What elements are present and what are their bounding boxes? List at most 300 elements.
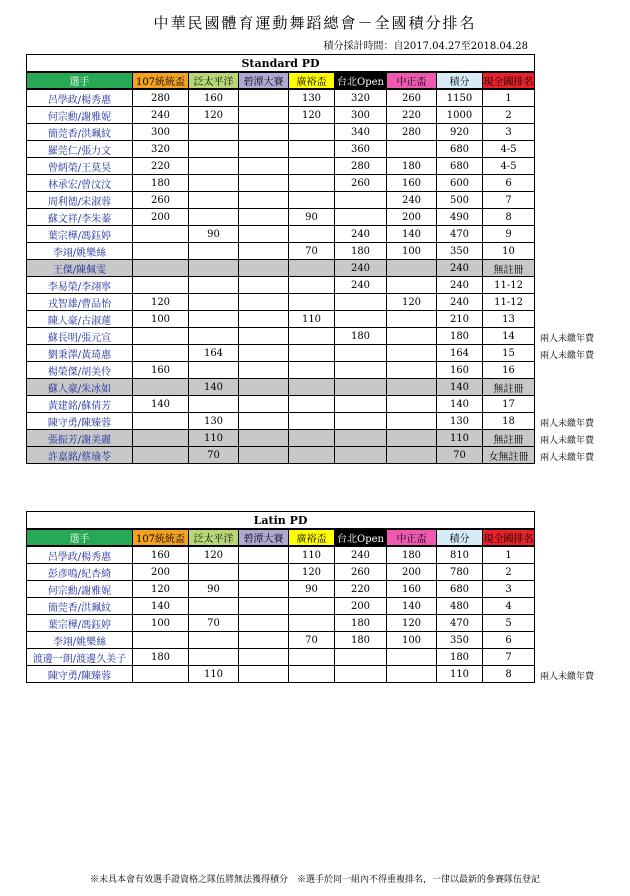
couple-name: 陳守勇/陳臻蓉	[27, 413, 133, 430]
unpaid-fee-note: 兩人未繳年費	[540, 350, 595, 361]
points-cell	[239, 564, 289, 581]
column-header: 中正盃	[387, 529, 437, 546]
page-title: 中華民國體育運動舞蹈總會－全國積分排名	[153, 14, 477, 32]
points-cell	[387, 396, 437, 413]
couple-name: 許嘉銘/蔡瑜苓	[27, 447, 133, 464]
column-header: 台北Open	[335, 72, 387, 89]
points-cell	[239, 277, 289, 294]
latin-pd-table	[26, 511, 535, 683]
points-cell: 320	[133, 141, 189, 158]
points-cell	[133, 328, 189, 345]
rank-cell: 10	[483, 243, 535, 260]
points-cell: 120	[189, 107, 239, 124]
points-cell: 240	[437, 260, 483, 277]
points-cell: 140	[437, 396, 483, 413]
points-cell: 130	[437, 413, 483, 430]
points-cell: 320	[335, 89, 387, 107]
points-cell	[239, 362, 289, 379]
rank-cell: 3	[483, 124, 535, 141]
couple-name: 蘇人豪/朱冰如	[27, 379, 133, 396]
table-row	[27, 564, 535, 581]
points-cell: 240	[437, 277, 483, 294]
points-cell: 280	[387, 124, 437, 141]
points-cell	[133, 260, 189, 277]
points-cell	[387, 430, 437, 447]
points-cell: 680	[437, 581, 483, 598]
couple-name: 林承宏/曾汶汶	[27, 175, 133, 192]
couple-name: 曾炳榮/王莫昊	[27, 158, 133, 175]
table-row	[27, 362, 535, 379]
rank-cell: 2	[483, 107, 535, 124]
rank-cell: 1	[483, 89, 535, 107]
points-cell	[189, 632, 239, 649]
points-cell	[133, 277, 189, 294]
table-row	[27, 649, 535, 666]
points-cell	[387, 311, 437, 328]
points-cell	[289, 175, 335, 192]
points-cell: 110	[289, 546, 335, 564]
points-cell: 130	[189, 413, 239, 430]
points-cell: 490	[437, 209, 483, 226]
couple-name: 張振芳/謝美麗	[27, 430, 133, 447]
points-cell	[289, 430, 335, 447]
points-cell	[239, 649, 289, 666]
points-cell: 240	[335, 260, 387, 277]
points-cell: 120	[387, 294, 437, 311]
rank-cell: 3	[483, 581, 535, 598]
points-cell	[335, 413, 387, 430]
column-header: 選手	[27, 72, 133, 89]
table-row	[27, 226, 535, 243]
points-cell: 920	[437, 124, 483, 141]
table-row	[27, 107, 535, 124]
table-row	[27, 581, 535, 598]
points-cell	[189, 158, 239, 175]
points-cell: 180	[387, 546, 437, 564]
table-row	[27, 192, 535, 209]
points-cell	[387, 362, 437, 379]
points-cell: 200	[335, 598, 387, 615]
points-cell	[239, 226, 289, 243]
table-row	[27, 546, 535, 564]
points-cell	[189, 564, 239, 581]
points-cell	[335, 396, 387, 413]
points-cell	[289, 649, 335, 666]
couple-name: 渡邊一朗/渡邊久美子	[27, 649, 133, 666]
points-period: 積分採計時間：自2017.04.27至2018.04.28	[323, 41, 528, 52]
table-row	[27, 632, 535, 649]
points-cell: 810	[437, 546, 483, 564]
points-cell	[335, 345, 387, 362]
points-cell	[239, 294, 289, 311]
points-cell	[189, 277, 239, 294]
rank-cell: 無註冊	[483, 430, 535, 447]
points-cell: 120	[133, 581, 189, 598]
table-row	[27, 175, 535, 192]
points-cell	[239, 89, 289, 107]
table-row	[27, 124, 535, 141]
points-cell: 140	[437, 379, 483, 396]
column-header: 碧潭大賽	[239, 72, 289, 89]
points-cell	[189, 328, 239, 345]
points-cell	[387, 447, 437, 464]
table-row	[27, 345, 535, 362]
unpaid-fee-note: 兩人未繳年費	[540, 452, 595, 463]
table-row	[27, 243, 535, 260]
column-header: 泛太平洋	[189, 529, 239, 546]
points-cell	[289, 666, 335, 683]
table-row	[27, 277, 535, 294]
rank-cell: 4-5	[483, 158, 535, 175]
rank-cell: 14	[483, 328, 535, 345]
points-cell: 180	[335, 632, 387, 649]
rank-cell: 8	[483, 666, 535, 683]
points-cell	[289, 226, 335, 243]
points-cell	[239, 615, 289, 632]
couple-name: 何宗勳/謝雅妮	[27, 581, 133, 598]
points-cell: 340	[335, 124, 387, 141]
points-cell	[189, 396, 239, 413]
points-cell: 480	[437, 598, 483, 615]
unpaid-fee-note: 兩人未繳年費	[540, 671, 595, 682]
rank-cell: 6	[483, 175, 535, 192]
points-cell	[289, 158, 335, 175]
column-header: 選手	[27, 529, 133, 546]
rank-cell: 9	[483, 226, 535, 243]
points-cell: 240	[387, 192, 437, 209]
column-header: 107統統盃	[133, 72, 189, 89]
points-cell	[335, 666, 387, 683]
table-row	[27, 396, 535, 413]
column-header: 廣裕盃	[289, 72, 335, 89]
unpaid-fee-note: 兩人未繳年費	[540, 435, 595, 446]
rank-cell: 8	[483, 209, 535, 226]
points-cell: 160	[387, 581, 437, 598]
table-row	[27, 328, 535, 345]
points-cell	[335, 362, 387, 379]
points-cell: 70	[289, 243, 335, 260]
points-cell	[335, 430, 387, 447]
points-cell	[239, 124, 289, 141]
points-cell: 280	[335, 158, 387, 175]
points-cell: 110	[289, 311, 335, 328]
points-cell	[239, 192, 289, 209]
couple-name: 黃建銘/蘇倩芳	[27, 396, 133, 413]
unpaid-fee-note: 兩人未繳年費	[540, 333, 595, 344]
points-cell: 600	[437, 175, 483, 192]
column-header: 積分	[437, 72, 483, 89]
points-cell	[189, 294, 239, 311]
points-cell: 180	[335, 243, 387, 260]
table-row	[27, 141, 535, 158]
couple-name: 戎智雄/曹品怡	[27, 294, 133, 311]
points-cell	[239, 413, 289, 430]
column-header: 廣裕盃	[289, 529, 335, 546]
points-cell: 240	[335, 277, 387, 294]
couple-name: 陳守勇/陳臻蓉	[27, 666, 133, 683]
points-cell	[387, 345, 437, 362]
points-cell	[189, 192, 239, 209]
points-cell: 220	[387, 107, 437, 124]
points-cell	[239, 158, 289, 175]
points-cell: 280	[133, 89, 189, 107]
rank-cell: 7	[483, 192, 535, 209]
points-cell: 160	[437, 362, 483, 379]
points-cell	[239, 141, 289, 158]
rank-cell: 無註冊	[483, 379, 535, 396]
rank-cell: 11-12	[483, 277, 535, 294]
points-cell: 680	[437, 141, 483, 158]
points-cell: 110	[189, 666, 239, 683]
points-cell: 300	[335, 107, 387, 124]
rank-cell: 4-5	[483, 141, 535, 158]
points-cell	[335, 294, 387, 311]
rank-cell: 女無註冊	[483, 447, 535, 464]
points-cell: 240	[133, 107, 189, 124]
points-cell: 140	[387, 598, 437, 615]
points-cell: 160	[189, 89, 239, 107]
couple-name: 蘇文祥/李朱蓁	[27, 209, 133, 226]
points-cell: 70	[437, 447, 483, 464]
points-cell	[289, 379, 335, 396]
rank-cell: 7	[483, 649, 535, 666]
points-cell: 90	[189, 581, 239, 598]
unpaid-fee-note: 兩人未繳年費	[540, 418, 595, 429]
points-cell	[133, 447, 189, 464]
points-cell: 140	[387, 226, 437, 243]
points-cell	[189, 362, 239, 379]
points-cell	[289, 328, 335, 345]
points-cell: 140	[133, 598, 189, 615]
points-cell	[133, 226, 189, 243]
points-cell: 160	[133, 546, 189, 564]
points-cell	[239, 447, 289, 464]
points-cell: 180	[437, 649, 483, 666]
points-cell	[239, 396, 289, 413]
points-cell	[387, 141, 437, 158]
table-row	[27, 598, 535, 615]
points-cell: 70	[289, 632, 335, 649]
points-cell: 180	[335, 615, 387, 632]
column-header: 泛太平洋	[189, 72, 239, 89]
points-cell	[239, 209, 289, 226]
rank-cell: 無註冊	[483, 260, 535, 277]
couple-name: 陳人豪/古淑蓮	[27, 311, 133, 328]
points-cell	[133, 666, 189, 683]
points-cell	[239, 598, 289, 615]
points-cell	[289, 345, 335, 362]
column-header: 現全國排名	[483, 529, 535, 546]
table-row	[27, 294, 535, 311]
points-cell	[189, 311, 239, 328]
points-cell	[189, 649, 239, 666]
table-row	[27, 413, 535, 430]
couple-name: 葉宗樺/馮鈺婷	[27, 226, 133, 243]
points-cell	[289, 124, 335, 141]
points-cell	[239, 260, 289, 277]
rank-cell: 2	[483, 564, 535, 581]
points-cell: 160	[133, 362, 189, 379]
points-cell	[289, 362, 335, 379]
couple-name: 王傑/陳佩雯	[27, 260, 133, 277]
points-cell	[239, 175, 289, 192]
points-cell: 180	[387, 158, 437, 175]
points-cell: 70	[189, 447, 239, 464]
points-cell: 90	[289, 581, 335, 598]
points-cell	[387, 277, 437, 294]
latin-section-title: Latin PD	[27, 512, 535, 530]
couple-name: 李翊/姚樂絲	[27, 632, 133, 649]
points-cell	[133, 632, 189, 649]
points-cell	[239, 666, 289, 683]
points-cell	[289, 260, 335, 277]
points-cell: 1150	[437, 89, 483, 107]
table-row	[27, 89, 535, 107]
points-cell: 350	[437, 632, 483, 649]
points-cell: 180	[133, 649, 189, 666]
couple-name: 呂學政/楊秀惠	[27, 89, 133, 107]
points-cell: 360	[335, 141, 387, 158]
points-cell	[189, 243, 239, 260]
points-cell: 90	[289, 209, 335, 226]
couple-name: 彭彥鳴/紀杏綺	[27, 564, 133, 581]
points-cell: 260	[133, 192, 189, 209]
points-cell: 300	[133, 124, 189, 141]
points-cell	[335, 379, 387, 396]
couple-name: 葉宗樺/馮鈺婷	[27, 615, 133, 632]
points-cell: 220	[133, 158, 189, 175]
points-cell	[387, 328, 437, 345]
points-cell	[189, 124, 239, 141]
column-header: 中正盃	[387, 72, 437, 89]
points-cell: 120	[387, 615, 437, 632]
points-cell: 260	[335, 564, 387, 581]
points-cell: 180	[133, 175, 189, 192]
points-cell: 100	[387, 632, 437, 649]
points-cell: 120	[189, 546, 239, 564]
points-cell: 470	[437, 226, 483, 243]
points-cell: 240	[335, 226, 387, 243]
points-cell	[335, 192, 387, 209]
points-cell: 120	[289, 107, 335, 124]
column-header: 台北Open	[335, 529, 387, 546]
couple-name: 楊榮傑/胡美伶	[27, 362, 133, 379]
points-cell: 200	[133, 209, 189, 226]
points-cell: 164	[437, 345, 483, 362]
column-header: 107統統盃	[133, 529, 189, 546]
column-header: 現全國排名	[483, 72, 535, 89]
points-cell	[289, 294, 335, 311]
points-cell	[289, 598, 335, 615]
points-cell: 1000	[437, 107, 483, 124]
points-cell	[133, 379, 189, 396]
points-cell	[239, 632, 289, 649]
points-cell	[189, 175, 239, 192]
rank-cell: 15	[483, 345, 535, 362]
points-cell	[239, 581, 289, 598]
couple-name: 簡莞香/洪珮紋	[27, 598, 133, 615]
points-cell: 90	[189, 226, 239, 243]
points-cell: 164	[189, 345, 239, 362]
rank-cell: 17	[483, 396, 535, 413]
table-row	[27, 430, 535, 447]
points-cell	[289, 141, 335, 158]
points-cell	[289, 396, 335, 413]
points-cell: 260	[335, 175, 387, 192]
points-cell	[189, 598, 239, 615]
points-cell: 70	[189, 615, 239, 632]
points-cell: 110	[437, 666, 483, 683]
points-cell: 140	[189, 379, 239, 396]
points-cell: 200	[387, 564, 437, 581]
points-cell: 120	[289, 564, 335, 581]
table-row	[27, 311, 535, 328]
points-cell: 500	[437, 192, 483, 209]
points-cell: 220	[335, 581, 387, 598]
footer-note: ※未具本會有效選手證資格之隊伍將無法獲得積分 ※選手於同一組內不得重複排名，一律以最新的參賽隊伍登記	[89, 875, 540, 885]
column-header: 積分	[437, 529, 483, 546]
points-cell: 130	[289, 89, 335, 107]
points-cell	[289, 277, 335, 294]
points-cell	[133, 413, 189, 430]
rank-cell: 1	[483, 546, 535, 564]
rank-cell: 5	[483, 615, 535, 632]
points-cell	[133, 345, 189, 362]
couple-name: 蘇長明/張元宣	[27, 328, 133, 345]
table-row	[27, 209, 535, 226]
rank-cell: 4	[483, 598, 535, 615]
points-cell	[335, 209, 387, 226]
points-cell: 350	[437, 243, 483, 260]
points-cell	[289, 192, 335, 209]
points-cell	[239, 379, 289, 396]
points-cell	[289, 413, 335, 430]
points-cell: 110	[437, 430, 483, 447]
rank-cell: 16	[483, 362, 535, 379]
points-cell: 260	[387, 89, 437, 107]
points-cell	[189, 260, 239, 277]
points-cell: 100	[133, 615, 189, 632]
points-cell: 100	[133, 311, 189, 328]
rank-cell: 13	[483, 311, 535, 328]
points-cell: 470	[437, 615, 483, 632]
points-cell: 110	[189, 430, 239, 447]
table-row	[27, 158, 535, 175]
couple-name: 李易榮/李翊寧	[27, 277, 133, 294]
table-row	[27, 260, 535, 277]
table-row	[27, 615, 535, 632]
couple-name: 呂學政/楊秀惠	[27, 546, 133, 564]
couple-name: 李翊/姚樂絲	[27, 243, 133, 260]
points-cell	[387, 413, 437, 430]
rank-cell: 6	[483, 632, 535, 649]
points-cell	[387, 649, 437, 666]
points-cell: 200	[133, 564, 189, 581]
points-cell	[239, 328, 289, 345]
points-cell	[239, 430, 289, 447]
points-cell	[335, 311, 387, 328]
points-cell: 180	[437, 328, 483, 345]
points-cell	[387, 666, 437, 683]
rank-cell: 11-12	[483, 294, 535, 311]
rank-cell: 18	[483, 413, 535, 430]
table-row	[27, 379, 535, 396]
table-row	[27, 447, 535, 464]
points-cell	[133, 430, 189, 447]
points-cell: 180	[335, 328, 387, 345]
points-cell: 200	[387, 209, 437, 226]
points-cell	[335, 649, 387, 666]
